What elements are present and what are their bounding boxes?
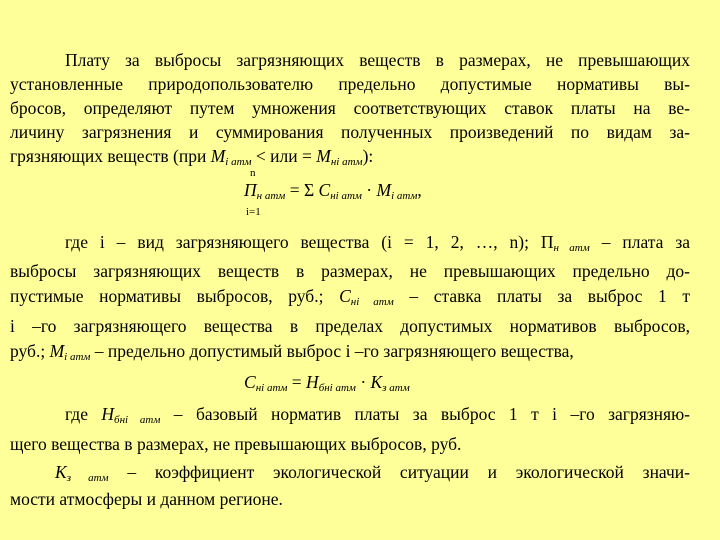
text-line: щего вещества в размерах, не превышающих выбросов, руб. <box>10 434 462 454</box>
sum-lower-limit: i=1 <box>245 206 261 218</box>
text-fragment: – предельно допустимый выброс i –го загрязняющего вещества, <box>94 341 574 361</box>
math-subscript: нi атм <box>330 190 362 202</box>
sum-upper-limit: n <box>249 167 256 179</box>
text-fragment: пустимые нормативы выбросов, руб.; <box>10 286 324 306</box>
text-line <box>10 285 690 313</box>
text-line <box>65 403 690 431</box>
formula-payment <box>244 167 422 218</box>
text-line <box>55 461 690 489</box>
sigma: Σ <box>303 180 315 200</box>
text-fragment: где <box>65 404 88 424</box>
text-fragment: руб.; <box>10 341 46 361</box>
math-symbol: M <box>210 146 226 166</box>
math-symbol: C <box>318 180 331 200</box>
math-operator: = <box>291 372 302 392</box>
math-operator: = <box>289 180 300 200</box>
text-fragment: – базовый норматив платы за выброс 1 т i –го загрязняю- <box>173 404 691 424</box>
math-symbol: M <box>49 341 65 361</box>
math-subscript: з атм <box>66 472 109 484</box>
text-fragment: – коэффициент экологической ситуации и экологической значи- <box>127 462 690 482</box>
math-symbol: K <box>370 372 383 392</box>
math-operator: , <box>417 180 422 200</box>
math-subscript: бнi атм <box>114 414 161 426</box>
text-line: i –го загрязняющего вещества в пределах допустимых нормативов выбросов, <box>10 316 690 336</box>
text-fragment: ): <box>362 146 374 166</box>
text-fragment: грязняющих веществ (при <box>10 146 207 166</box>
text-fragment: – ставка платы за выброс 1 т <box>409 286 691 306</box>
math-symbol: M <box>376 180 392 200</box>
math-symbol: П <box>244 180 257 200</box>
text-fragment: – плата за <box>601 232 690 252</box>
text-line: установленные природопользователю предельно допустимые нормативы вы- <box>10 74 690 94</box>
math-subscript: з атм <box>382 382 410 394</box>
text-line: личину загрязнения и суммирования полученных произведений по видам за- <box>10 122 690 142</box>
math-subscript: i атм <box>225 156 252 168</box>
text-line <box>10 340 690 368</box>
math-symbol: K <box>55 462 67 482</box>
math-symbol: C <box>244 372 256 392</box>
math-subscript: нi атм <box>330 156 363 168</box>
math-symbol: M <box>316 146 331 166</box>
text-line: бросов, определяют путем умножения соответствующих ставок платы на ве- <box>10 98 690 118</box>
formula-rate <box>244 372 410 394</box>
math-subscript: нi атм <box>255 382 288 394</box>
text-line: Плату за выбросы загрязняющих веществ в размерах, не превышающих <box>65 50 690 70</box>
math-subscript: н атм <box>256 190 286 202</box>
math-subscript: бнi атм <box>318 382 356 394</box>
text-line <box>10 145 690 173</box>
text-fragment: где i – вид загрязняющего вещества (i = 1, 2, …, n); П <box>65 232 554 252</box>
math-operator: < <box>255 146 266 166</box>
math-subscript: н атм <box>553 242 590 254</box>
math-symbol: H <box>101 404 115 424</box>
math-symbol: C <box>339 286 351 306</box>
text-line <box>65 231 690 259</box>
math-subscript: i атм <box>64 351 91 363</box>
text-line: выбросы загрязняющих веществ в размерах, не превышающих предельно до- <box>10 261 690 281</box>
text-fragment: или <box>270 146 298 166</box>
math-subscript: нi атм <box>350 296 394 308</box>
math-subscript: i атм <box>391 190 418 202</box>
math-operator: = <box>302 146 312 166</box>
text-line: мости атмосферы и данном регионе. <box>10 489 283 509</box>
math-symbol: H <box>306 372 319 392</box>
math-operator: · <box>360 372 367 392</box>
math-operator: · <box>366 180 373 200</box>
